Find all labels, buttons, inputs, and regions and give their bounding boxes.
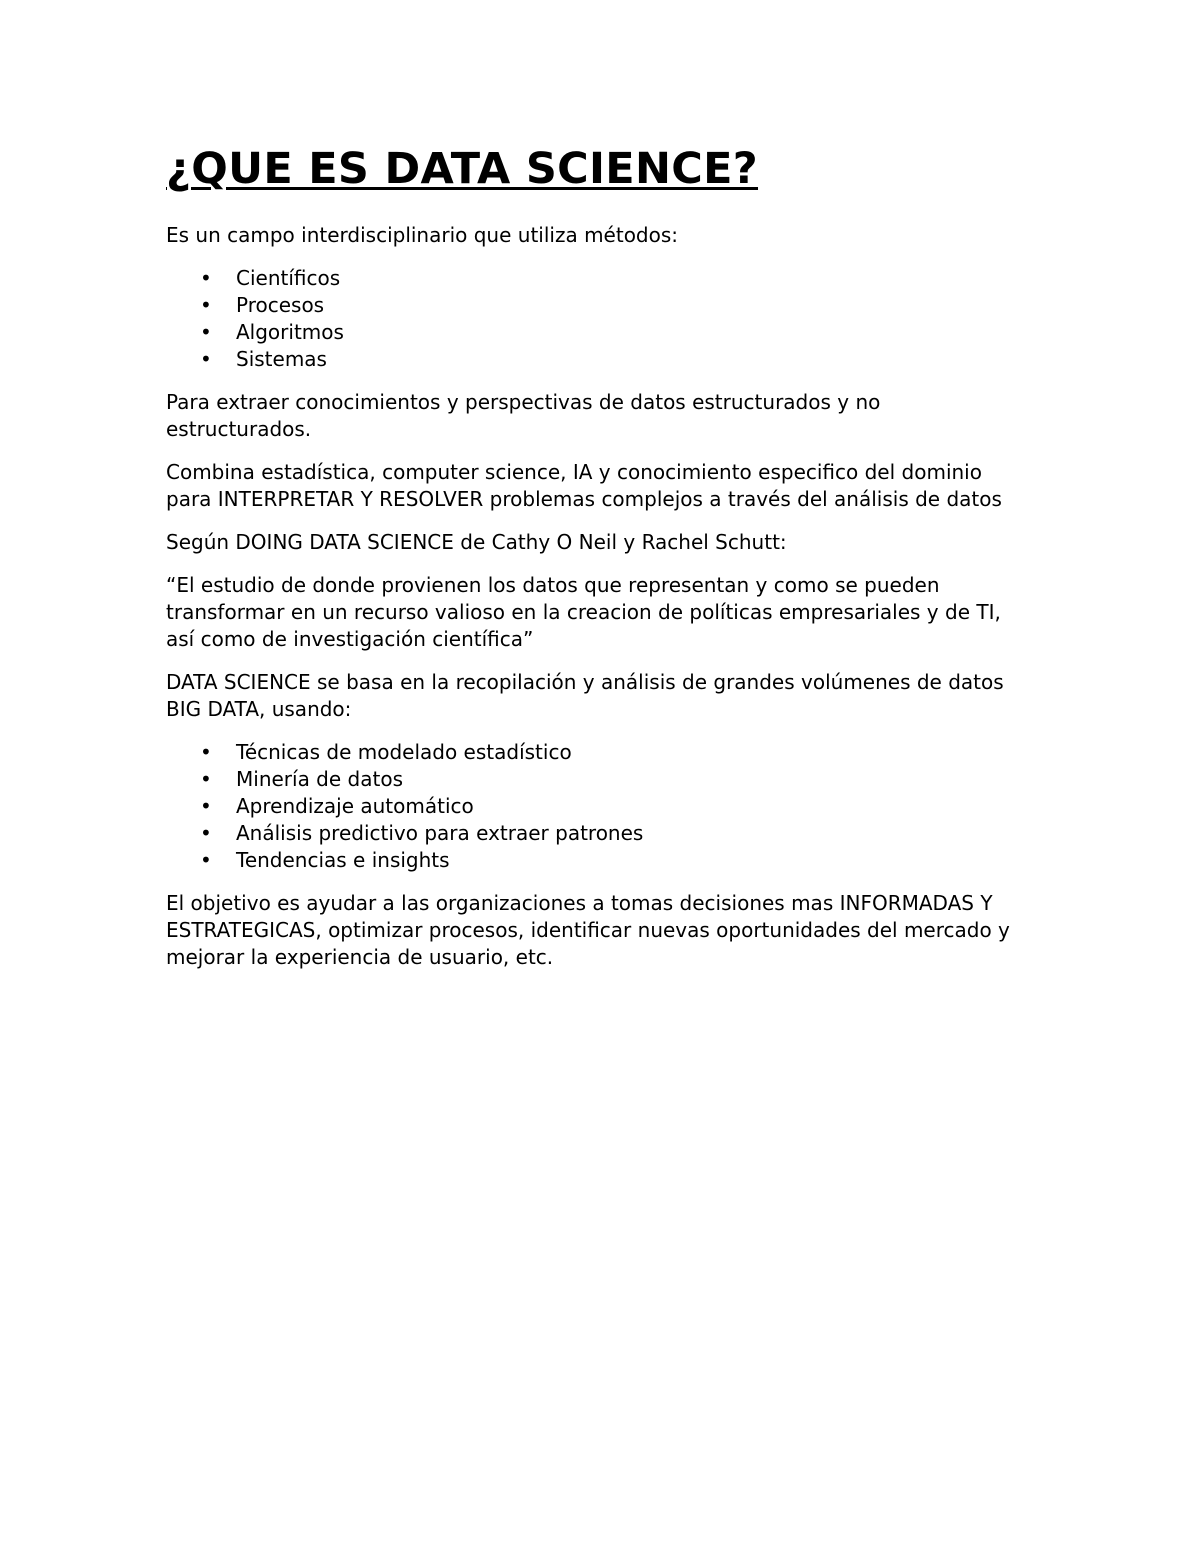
bullet-icon: • <box>200 293 212 317</box>
list-item-label: Técnicas de modelado estadístico <box>236 740 572 764</box>
combination-paragraph: Combina estadística, computer science, IA y conocimiento especifico del dominio para INTERPRETAR Y RESOLVER problemas complejos a través del análisis de datos <box>166 460 1002 511</box>
bullet-icon: • <box>200 848 212 872</box>
bullet-icon: • <box>200 266 212 290</box>
quote-paragraph: “El estudio de donde provienen los datos que representan y como se pueden transformar en un recurso valioso en la creacion de políticas empresariales y de TI, así como de investigación científica” <box>166 573 1001 651</box>
bullet-icon: • <box>200 347 212 371</box>
list-item <box>166 847 1026 874</box>
intro-paragraph: Es un campo interdisciplinario que utiliza métodos: <box>166 223 679 247</box>
source-paragraph: Según DOING DATA SCIENCE de Cathy O Neil y Rachel Schutt: <box>166 530 787 554</box>
purpose-paragraph: Para extraer conocimientos y perspectivas de datos estructurados y no estructurados. <box>166 390 881 441</box>
list-item-label: Análisis predictivo para extraer patrones <box>236 821 644 845</box>
methods-list <box>166 265 1026 373</box>
bullet-icon: • <box>200 320 212 344</box>
document-body <box>166 140 1026 987</box>
bullet-icon: • <box>200 821 212 845</box>
bigdata-paragraph: DATA SCIENCE se basa en la recopilación y análisis de grandes volúmenes de datos BIG DATA, usando: <box>166 670 1004 721</box>
list-item <box>166 739 1026 766</box>
list-item-label: Sistemas <box>236 347 327 371</box>
techniques-list <box>166 739 1026 874</box>
list-item-label: Procesos <box>236 293 325 317</box>
list-item <box>166 793 1026 820</box>
bullet-icon: • <box>200 794 212 818</box>
list-item-label: Minería de datos <box>236 767 403 791</box>
list-item-label: Algoritmos <box>236 320 344 344</box>
list-item <box>166 319 1026 346</box>
bullet-icon: • <box>200 767 212 791</box>
list-item-label: Tendencias e insights <box>236 848 450 872</box>
list-item <box>166 820 1026 847</box>
list-item <box>166 292 1026 319</box>
list-item <box>166 265 1026 292</box>
list-item <box>166 766 1026 793</box>
objective-paragraph: El objetivo es ayudar a las organizaciones a tomas decisiones mas INFORMADAS Y ESTRATEGICAS, optimizar procesos, identificar nuevas oportunidades del mercado y mejorar la experiencia de usuario, etc. <box>166 891 1010 969</box>
list-item-label: Científicos <box>236 266 341 290</box>
page-title: ¿QUE ES DATA SCIENCE? <box>166 144 759 194</box>
list-item <box>166 346 1026 373</box>
list-item-label: Aprendizaje automático <box>236 794 474 818</box>
bullet-icon: • <box>200 740 212 764</box>
